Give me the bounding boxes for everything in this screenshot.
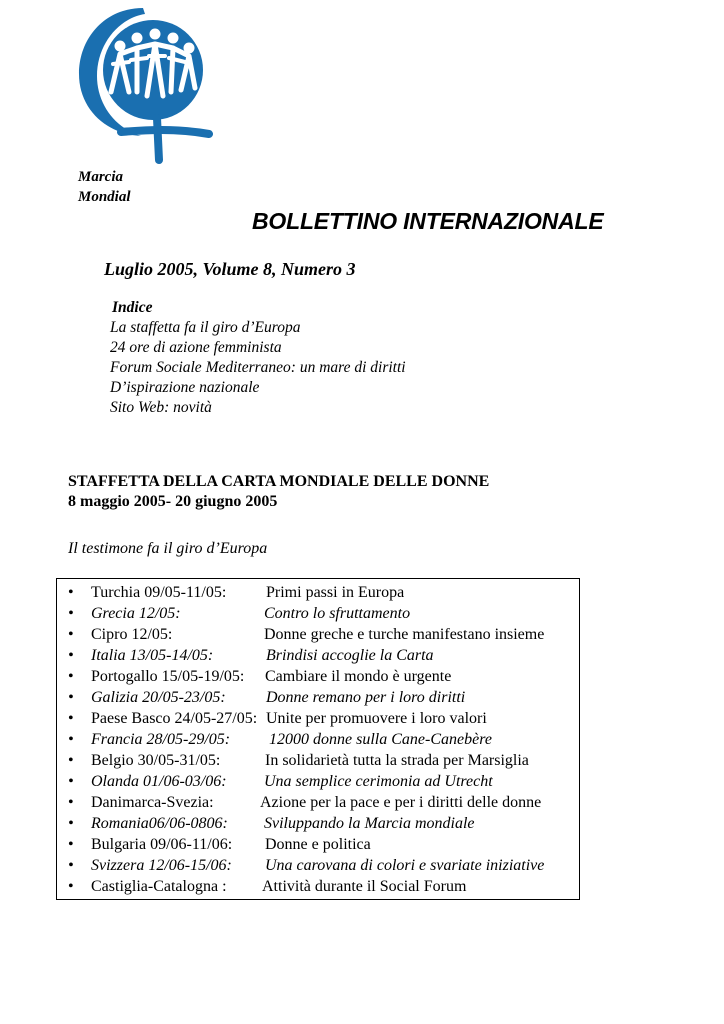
list-item xyxy=(57,710,579,731)
toc-item: La staffetta fa il giro d’Europa xyxy=(110,319,301,336)
bullet: • xyxy=(68,689,74,706)
stage-place: Svizzera 12/06-15/06: xyxy=(91,857,232,874)
stage-place: Italia 13/05-14/05: xyxy=(91,647,214,664)
stage-description: Unite per promuovere i loro valori xyxy=(266,710,487,727)
stage-place: Grecia 12/05: xyxy=(91,605,181,622)
bullet: • xyxy=(68,668,74,685)
bullet: • xyxy=(68,731,74,748)
stage-place: Bulgaria 09/06-11/06: xyxy=(91,836,233,853)
stage-description: Azione per la pace e per i diritti delle donne xyxy=(260,794,542,811)
stage-description: Cambiare il mondo è urgente xyxy=(265,668,452,685)
list-item xyxy=(57,773,579,794)
stage-place: Paese Basco 24/05-27/05: xyxy=(91,710,258,727)
bullet: • xyxy=(68,878,74,895)
list-item xyxy=(57,647,579,668)
stage-description: Donne remano per i loro diritti xyxy=(266,689,466,706)
list-item xyxy=(57,836,579,857)
toc-item: D’ispirazione nazionale xyxy=(110,379,260,396)
bullet: • xyxy=(68,773,74,790)
issue-info: Luglio 2005, Volume 8, Numero 3 xyxy=(104,259,356,279)
bullet: • xyxy=(68,857,74,874)
stage-description: Brindisi accoglie la Carta xyxy=(266,647,434,664)
stage-place: Olanda 01/06-03/06: xyxy=(91,773,227,790)
section-subtitle: Il testimone fa il giro d’Europa xyxy=(68,540,268,557)
bullet: • xyxy=(68,815,74,832)
stage-description: Donne e politica xyxy=(265,836,371,853)
list-item xyxy=(57,794,579,815)
stage-description: Sviluppando la Marcia mondiale xyxy=(264,815,475,832)
bullet: • xyxy=(68,584,74,601)
bulletin-title: BOLLETTINO INTERNAZIONALE xyxy=(252,208,604,234)
stage-place: Danimarca-Svezia: xyxy=(91,794,214,811)
stage-description: 12000 donne sulla Cane-Canebère xyxy=(269,731,492,748)
stage-place: Castiglia-Catalogna : xyxy=(91,878,227,895)
list-item xyxy=(57,626,579,647)
bullet: • xyxy=(68,605,74,622)
stage-description: Contro lo sfruttamento xyxy=(264,605,411,622)
bullet: • xyxy=(68,836,74,853)
relay-stages-box xyxy=(56,578,580,900)
world-march-women-logo-icon xyxy=(75,4,215,164)
section-header xyxy=(68,472,489,512)
stage-place: Romania06/06-0806: xyxy=(91,815,228,832)
stage-place: Cipro 12/05: xyxy=(91,626,173,643)
list-item xyxy=(57,857,579,878)
brand-name xyxy=(78,167,131,207)
bullet: • xyxy=(68,647,74,664)
toc-item: Sito Web: novità xyxy=(110,399,212,416)
bullet: • xyxy=(68,626,74,643)
list-item xyxy=(57,584,579,605)
bullet: • xyxy=(68,794,74,811)
section-title: STAFFETTA DELLA CARTA MONDIALE DELLE DONNE xyxy=(68,473,490,490)
stage-place: Portogallo 15/05-19/05: xyxy=(91,668,245,685)
brand-line-2: Mondial xyxy=(78,189,131,205)
stage-description: Donne greche e turche manifestano insieme xyxy=(264,626,545,643)
toc-item: 24 ore di azione femminista xyxy=(110,339,282,356)
list-item xyxy=(57,689,579,710)
brand-line-1: Marcia xyxy=(78,169,123,185)
stage-place: Belgio 30/05-31/05: xyxy=(91,752,221,769)
list-item xyxy=(57,815,579,836)
list-item xyxy=(57,878,579,899)
stage-description: Primi passi in Europa xyxy=(266,584,405,601)
bullet: • xyxy=(68,710,74,727)
bullet: • xyxy=(68,752,74,769)
stage-description: In solidarietà tutta la strada per Marsiglia xyxy=(265,752,529,769)
toc-item: Forum Sociale Mediterraneo: un mare di diritti xyxy=(110,359,406,376)
section-dates: 8 maggio 2005- 20 giugno 2005 xyxy=(68,493,278,510)
stage-description: Una carovana di colori e svariate iniziative xyxy=(265,857,545,874)
stage-place: Turchia 09/05-11/05: xyxy=(91,584,227,601)
list-item xyxy=(57,668,579,689)
table-of-contents xyxy=(110,298,406,418)
list-item xyxy=(57,605,579,626)
toc-heading: Indice xyxy=(112,299,153,316)
list-item xyxy=(57,752,579,773)
list-item xyxy=(57,731,579,752)
stage-place: Galizia 20/05-23/05: xyxy=(91,689,226,706)
stage-description: Attività durante il Social Forum xyxy=(262,878,467,895)
stage-description: Una semplice cerimonia ad Utrecht xyxy=(264,773,493,790)
stage-place: Francia 28/05-29/05: xyxy=(91,731,231,748)
